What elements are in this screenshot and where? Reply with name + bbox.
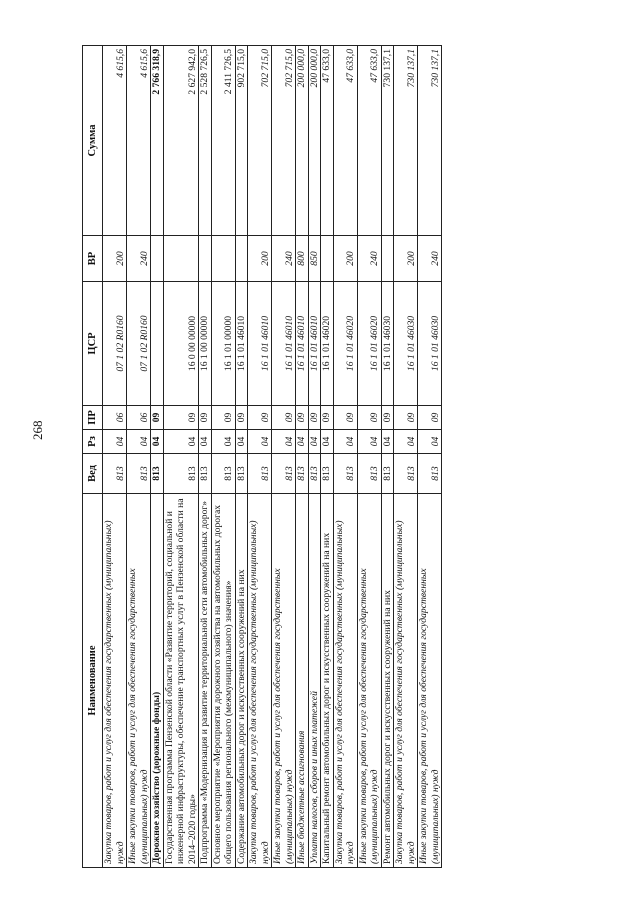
cell-pr: 09: [296, 406, 309, 430]
cell-rz: 04: [296, 430, 309, 454]
table-row: [127, 46, 151, 868]
cell-name: Уплата налогов, сборов и иных платежей: [308, 494, 321, 868]
cell-rz: 04: [308, 430, 321, 454]
cell-sum: 47 633,0: [333, 46, 357, 236]
header-ved: Вед: [83, 454, 103, 494]
header-rz: Рз: [83, 430, 103, 454]
budget-table: [82, 45, 442, 868]
cell-rz: 04: [394, 430, 418, 454]
cell-ved: 813: [381, 454, 394, 494]
cell-pr: 09: [272, 406, 296, 430]
cell-rz: 04: [211, 430, 235, 454]
cell-sum: 200 000,0: [296, 46, 309, 236]
cell-pr: 06: [127, 406, 151, 430]
cell-name: Иные бюджетные ассигнования: [296, 494, 309, 868]
cell-rz: 04: [199, 430, 212, 454]
cell-vr: [163, 236, 199, 282]
cell-ved: 813: [151, 454, 164, 494]
cell-sum: 47 633,0: [357, 46, 381, 236]
table-row: [211, 46, 235, 868]
cell-rz: 04: [151, 430, 164, 454]
table-row: [357, 46, 381, 868]
cell-pr: 09: [394, 406, 418, 430]
table-row: [296, 46, 309, 868]
cell-sum: 2 627 942,0: [163, 46, 199, 236]
cell-csr: 16 1 01 00000: [211, 282, 235, 406]
cell-rz: 04: [235, 430, 248, 454]
cell-pr: 09: [163, 406, 199, 430]
cell-csr: 16 1 01 46020: [321, 282, 334, 406]
cell-vr: 800: [296, 236, 309, 282]
page-number: 268: [30, 420, 45, 440]
cell-vr: 240: [357, 236, 381, 282]
cell-vr: 240: [418, 236, 442, 282]
table-row: [321, 46, 334, 868]
cell-vr: 200: [248, 236, 272, 282]
cell-name: Ремонт автомобильных дорог и искусственных сооружений на них: [381, 494, 394, 868]
cell-name: Иные закупки товаров, работ и услуг для обеспечения государственных (муниципальных) нужд: [357, 494, 381, 868]
header-csr: ЦСР: [83, 282, 103, 406]
cell-csr: 16 1 00 00000: [199, 282, 212, 406]
cell-csr: 16 1 01 46030: [381, 282, 394, 406]
cell-sum: 4 615,6: [103, 46, 127, 236]
cell-vr: [211, 236, 235, 282]
cell-pr: 09: [248, 406, 272, 430]
cell-ved: 813: [418, 454, 442, 494]
table-row: [248, 46, 272, 868]
cell-name: Закупка товаров, работ и услуг для обеспечения государственных (муниципальных) нужд: [103, 494, 127, 868]
cell-vr: 240: [272, 236, 296, 282]
cell-vr: [235, 236, 248, 282]
cell-vr: 200: [394, 236, 418, 282]
cell-vr: [321, 236, 334, 282]
cell-vr: [151, 236, 164, 282]
cell-vr: [381, 236, 394, 282]
cell-sum: 200 000,0: [308, 46, 321, 236]
cell-rz: 04: [357, 430, 381, 454]
table-row: [163, 46, 199, 868]
cell-sum: 730 137,1: [418, 46, 442, 236]
cell-csr: [151, 282, 164, 406]
cell-pr: 09: [151, 406, 164, 430]
cell-pr: 09: [333, 406, 357, 430]
cell-csr: 16 1 01 46020: [357, 282, 381, 406]
cell-sum: 702 715,0: [272, 46, 296, 236]
table-body: [103, 46, 442, 868]
cell-rz: 04: [321, 430, 334, 454]
cell-csr: 16 0 00 00000: [163, 282, 199, 406]
cell-vr: 200: [103, 236, 127, 282]
cell-csr: 16 1 01 46010: [248, 282, 272, 406]
header-name: Наименование: [83, 494, 103, 868]
cell-ved: 813: [321, 454, 334, 494]
cell-vr: 850: [308, 236, 321, 282]
cell-sum: 702 715,0: [248, 46, 272, 236]
cell-rz: 04: [418, 430, 442, 454]
cell-vr: 200: [333, 236, 357, 282]
cell-name: Иные закупки товаров, работ и услуг для обеспечения государственных (муниципальных) нужд: [272, 494, 296, 868]
cell-csr: 16 1 01 46030: [394, 282, 418, 406]
cell-sum: 4 615,6: [127, 46, 151, 236]
cell-pr: 09: [308, 406, 321, 430]
cell-ved: 813: [248, 454, 272, 494]
cell-sum: 902 715,0: [235, 46, 248, 236]
table-row: [418, 46, 442, 868]
cell-rz: 04: [127, 430, 151, 454]
cell-name: Закупка товаров, работ и услуг для обеспечения государственных (муниципальных) нужд: [333, 494, 357, 868]
cell-pr: 09: [357, 406, 381, 430]
cell-pr: 09: [321, 406, 334, 430]
header-pr: ПР: [83, 406, 103, 430]
cell-pr: 09: [211, 406, 235, 430]
cell-pr: 09: [199, 406, 212, 430]
cell-sum: 2 528 726,5: [199, 46, 212, 236]
cell-ved: 813: [333, 454, 357, 494]
cell-name: Закупка товаров, работ и услуг для обеспечения государственных (муниципальных) нужд: [248, 494, 272, 868]
table-row: [235, 46, 248, 868]
table-row: [151, 46, 164, 868]
cell-ved: 813: [235, 454, 248, 494]
cell-csr: 16 1 01 46010: [235, 282, 248, 406]
table-header: [83, 46, 103, 868]
cell-sum: 730 137,1: [394, 46, 418, 236]
table-row: [333, 46, 357, 868]
cell-csr: 16 1 01 46010: [308, 282, 321, 406]
cell-name: Содержание автомобильных дорог и искусственных сооружений на них: [235, 494, 248, 868]
cell-ved: 813: [272, 454, 296, 494]
header-vr: ВР: [83, 236, 103, 282]
cell-ved: 813: [103, 454, 127, 494]
rotated-table-wrapper: [82, 46, 570, 868]
cell-sum: 730 137,1: [381, 46, 394, 236]
cell-rz: 04: [381, 430, 394, 454]
cell-name: Дорожное хозяйство (дорожные фонды): [151, 494, 164, 868]
cell-pr: 09: [381, 406, 394, 430]
cell-csr: 16 1 01 46010: [296, 282, 309, 406]
cell-ved: 813: [308, 454, 321, 494]
table-row: [272, 46, 296, 868]
cell-rz: 04: [333, 430, 357, 454]
cell-ved: 813: [127, 454, 151, 494]
table-row: [103, 46, 127, 868]
cell-csr: 16 1 01 46030: [418, 282, 442, 406]
cell-name: Иные закупки товаров, работ и услуг для обеспечения государственных (муниципальных) нужд: [418, 494, 442, 868]
cell-vr: 240: [127, 236, 151, 282]
cell-ved: 813: [357, 454, 381, 494]
cell-pr: 06: [103, 406, 127, 430]
cell-ved: 813: [163, 454, 199, 494]
cell-vr: [199, 236, 212, 282]
cell-pr: 09: [235, 406, 248, 430]
cell-name: Подпрограмма «Модернизация и развитие территориальной сети автомобильных дорог»: [199, 494, 212, 868]
table-row: [199, 46, 212, 868]
cell-ved: 813: [211, 454, 235, 494]
cell-rz: 04: [103, 430, 127, 454]
cell-ved: 813: [394, 454, 418, 494]
cell-rz: 04: [272, 430, 296, 454]
cell-ved: 813: [296, 454, 309, 494]
cell-rz: 04: [163, 430, 199, 454]
cell-ved: 813: [199, 454, 212, 494]
cell-pr: 09: [418, 406, 442, 430]
cell-sum: 2 411 726,5: [211, 46, 235, 236]
cell-name: Закупка товаров, работ и услуг для обеспечения государственных (муниципальных) нужд: [394, 494, 418, 868]
table-row: [381, 46, 394, 868]
table-row: [308, 46, 321, 868]
cell-csr: 07 1 02 R0160: [127, 282, 151, 406]
cell-name: Государственная программа Пензенской области «Развитие территорий, социальной и инженерной инфраструктуры, обеспечение транспортных услуг в Пензенской области на 2014–2020 годы»: [163, 494, 199, 868]
cell-name: Капитальный ремонт автомобильных дорог и искусственных сооружений на них: [321, 494, 334, 868]
cell-name: Иные закупки товаров, работ и услуг для обеспечения государственных (муниципальных) нужд: [127, 494, 151, 868]
cell-sum: 2 766 318,9: [151, 46, 164, 236]
header-sum: Сумма: [83, 46, 103, 236]
cell-rz: 04: [248, 430, 272, 454]
cell-sum: 47 633,0: [321, 46, 334, 236]
cell-csr: 16 1 01 46020: [333, 282, 357, 406]
table-row: [394, 46, 418, 868]
cell-csr: 07 1 02 R0160: [103, 282, 127, 406]
cell-csr: 16 1 01 46010: [272, 282, 296, 406]
cell-name: Основное мероприятие «Мероприятия дорожного хозяйства на автомобильных дорогах общего пользования регионального (межмуниципального) значения»: [211, 494, 235, 868]
